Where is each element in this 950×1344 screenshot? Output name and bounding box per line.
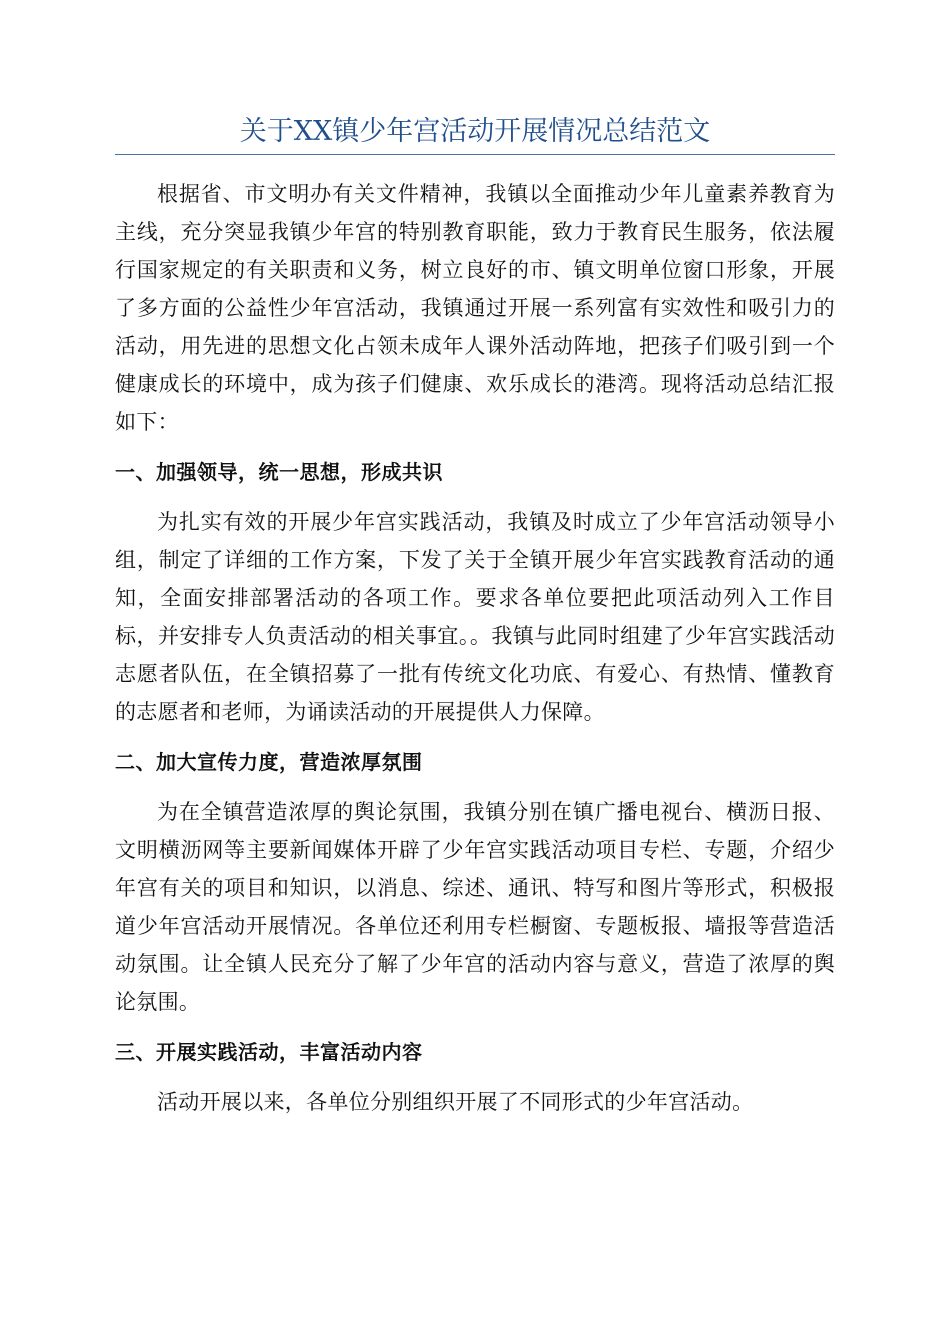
section-2-paragraph: 为在全镇营造浓厚的舆论氛围，我镇分别在镇广播电视台、横沥日报、文明横沥网等主要新闻媒体开辟了少年宫实践活动项目专栏、专题，介绍少年宫有关的项目和知识，以消息、综述、通讯、特写和图片等形式，积极报道少年宫活动开展情况。各单位还利用专栏橱窗、专题板报、墙报等营造活动氛围。让全镇人民充分了解了少年宫的活动内容与意义，营造了浓厚的舆论氛围。 [115, 800, 835, 1014]
intro-paragraph: 根据省、市文明办有关文件精神，我镇以全面推动少年儿童素养教育为主线，充分突显我镇少年宫的特别教育职能，致力于教育民生服务，依法履行国家规定的有关职责和义务，树立良好的市、镇文明单位窗口形象，开展了多方面的公益性少年宫活动，我镇通过开展一系列富有实效性和吸引力的活动，用先进的思想文化占领未成年人课外活动阵地，把孩子们吸引到一个健康成长的环境中，成为孩子们健康、欢乐成长的港湾。现将活动总结汇报如下： [115, 182, 835, 434]
section-1-paragraph: 为扎实有效的开展少年宫实践活动，我镇及时成立了少年宫活动领导小组，制定了详细的工作方案，下发了关于全镇开展少年宫实践教育活动的通知，全面安排部署活动的各项工作。要求各单位要把此项活动列入工作目标，并安排专人负责活动的相关事宜。。我镇与此同时组建了少年宫实践活动志愿者队伍，在全镇招募了一批有传统文化功底、有爱心、有热情、懂教育的志愿者和老师，为诵读活动的开展提供人力保障。 [115, 510, 835, 724]
title-underline [115, 154, 835, 155]
document-body [115, 175, 835, 1133]
document-title: 关于XX镇少年宫活动开展情况总结范文 [239, 116, 711, 147]
section-3-paragraph: 活动开展以来，各单位分别组织开展了不同形式的少年宫活动。 [157, 1090, 754, 1114]
section-2-heading: 二、加大宣传力度，营造浓厚氛围 [115, 750, 423, 774]
section-3-heading: 三、开展实践活动，丰富活动内容 [115, 1040, 423, 1064]
section-1-heading: 一、加强领导，统一思想，形成共识 [115, 460, 443, 484]
title-block [115, 112, 835, 154]
